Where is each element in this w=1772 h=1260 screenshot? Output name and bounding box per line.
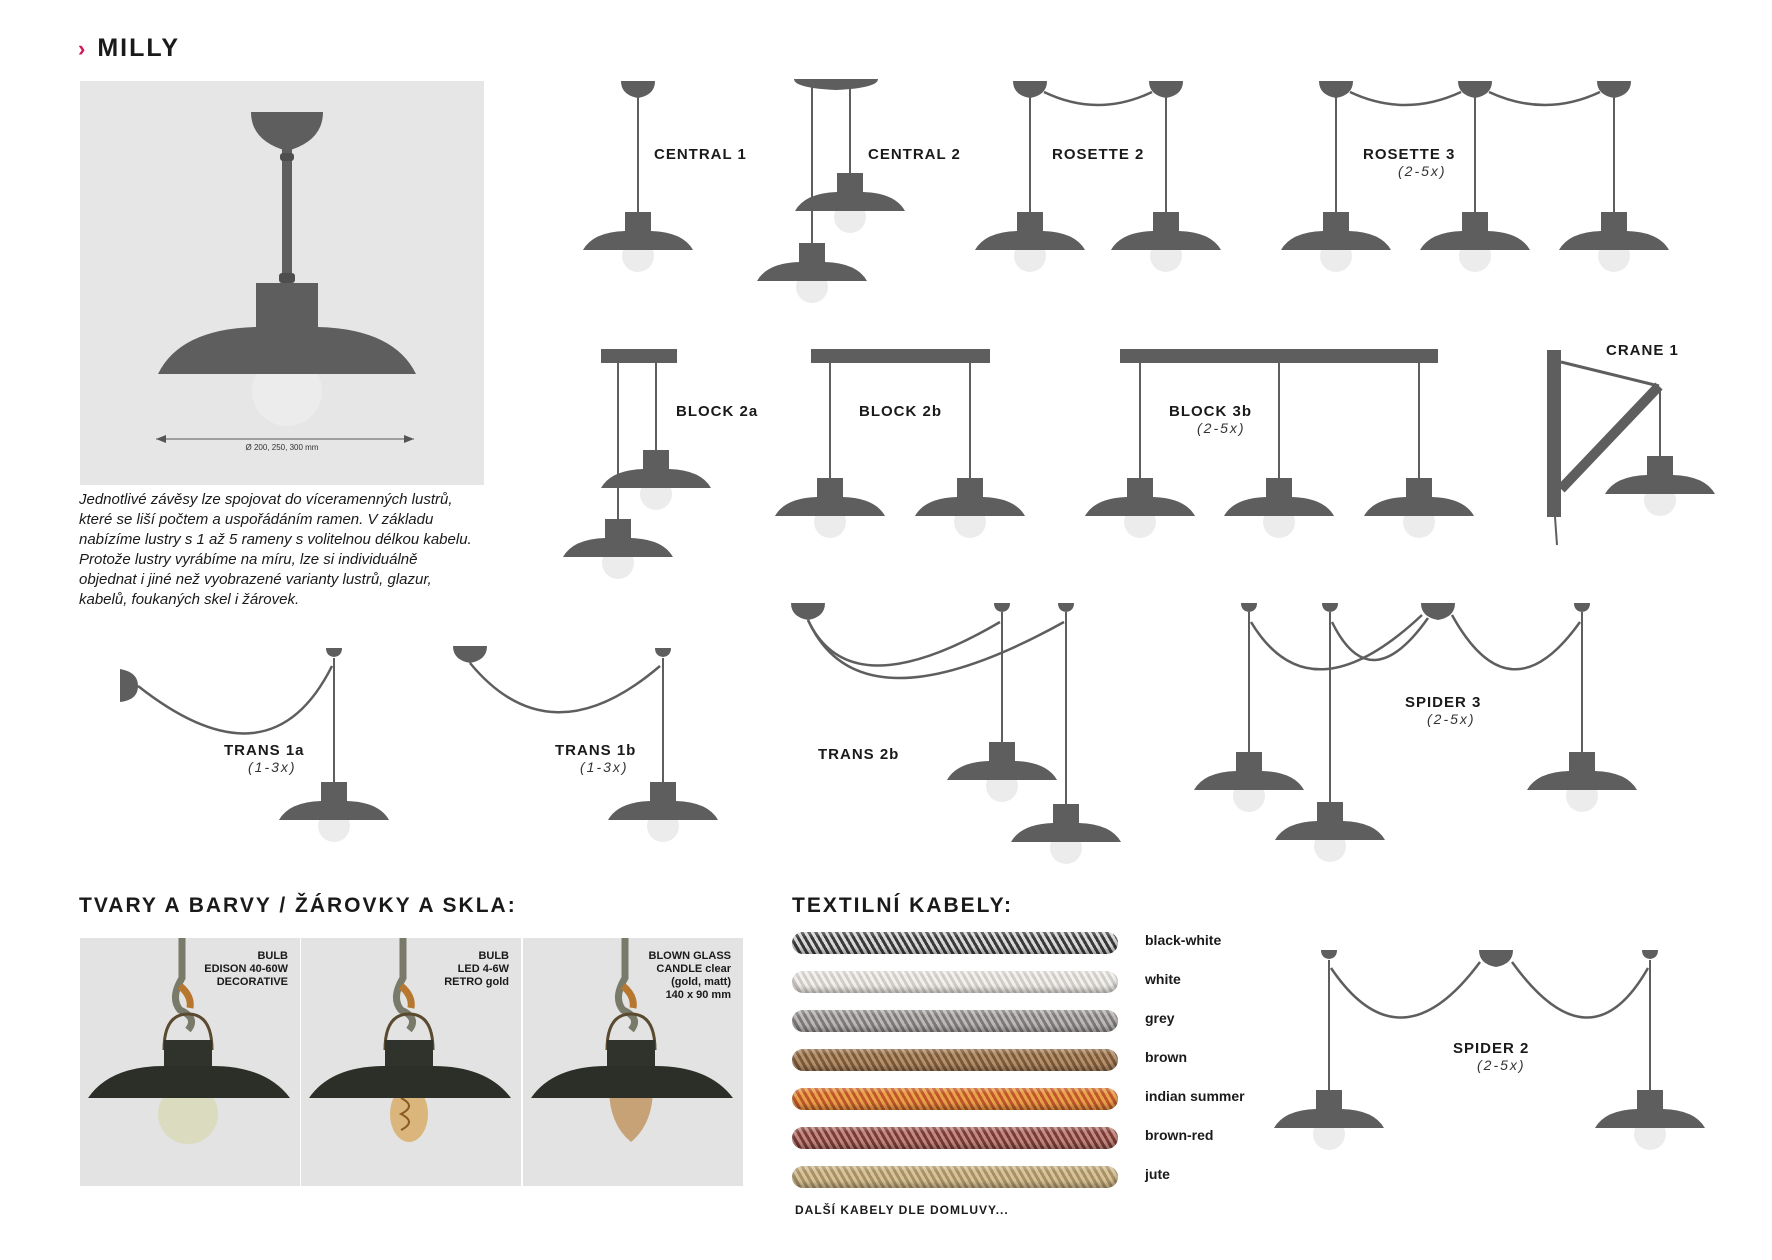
cable-label-indian-summer: indian summer (1145, 1088, 1245, 1104)
cable-cord (1350, 92, 1461, 105)
ceiling-canopy (794, 79, 878, 90)
crane-arm (1561, 362, 1659, 386)
lamp-shade (583, 231, 693, 250)
ceiling-canopy (453, 646, 487, 663)
cable-cord (808, 620, 1064, 678)
photo-caption: BLOWN GLASS CANDLE clear (gold, matt) 140 x 90 mm (648, 950, 731, 1001)
ceiling-hook (1574, 603, 1590, 612)
ceiling-block (811, 349, 990, 363)
variant-label-trans1a: TRANS 1a (224, 742, 305, 759)
bulb-photo-edison (80, 938, 300, 1186)
variant-range-rosette3: (2-5x) (1398, 163, 1447, 179)
lamp-neck (1017, 212, 1043, 234)
lamp-shade (757, 262, 867, 281)
cable-swatch-brown (792, 1049, 1118, 1071)
cable-cord (1251, 615, 1422, 669)
lamp-neck (650, 782, 676, 804)
lamp-shade (1420, 231, 1530, 250)
lamp-shade (1194, 771, 1304, 790)
ceiling-hook (994, 603, 1010, 612)
bulb-photo-blown-glass (523, 938, 743, 1186)
more-cables-note: DALŠÍ KABELY DLE DOMLUVY... (795, 1203, 1009, 1217)
lamp-shade (1111, 231, 1221, 250)
cable-cord (1512, 962, 1648, 1018)
lamp-shade (1527, 771, 1637, 790)
photo-caption: BULB LED 4-6W RETRO gold (444, 950, 509, 988)
lamp-neck (1637, 1090, 1663, 1112)
variant-label-rosette3: ROSETTE 3 (1363, 146, 1456, 163)
ceiling-hook (655, 648, 671, 657)
cable-swatch-grey (792, 1010, 1118, 1032)
lamp-shade (1085, 497, 1195, 516)
hero-dimension-caption: Ø 200, 250, 300 mm (245, 443, 319, 452)
lamp-neck (1236, 752, 1262, 774)
ceiling-hook (1241, 603, 1257, 612)
lamp-shade (1559, 231, 1669, 250)
lamp-neck (1266, 478, 1292, 500)
lamp-shade (1275, 821, 1385, 840)
lamp-shade (1011, 823, 1121, 842)
lamp-shade (1274, 1109, 1384, 1128)
cable-cord (470, 663, 660, 712)
lamp-neck (1462, 212, 1488, 234)
lamp-neck (837, 173, 863, 195)
lamp-neck (1647, 456, 1673, 478)
ceiling-canopy (621, 81, 655, 98)
photo-caption: BULB EDISON 40-60W DECORATIVE (204, 950, 288, 988)
lamp-neck (1127, 478, 1153, 500)
lamp-shade (1224, 497, 1334, 516)
variant-label-block2a: BLOCK 2a (676, 403, 759, 420)
lamp-neck (1406, 478, 1432, 500)
lamp-neck (1153, 212, 1179, 234)
lamp-shade (608, 801, 718, 820)
variant-label-trans2b: TRANS 2b (818, 746, 900, 763)
lamp-neck (643, 450, 669, 472)
cable-swatch-white (792, 971, 1118, 993)
ceiling-hook (326, 648, 342, 657)
lamp-neck (817, 478, 843, 500)
crane-strut (1561, 386, 1659, 489)
lamp-shade (1364, 497, 1474, 516)
intro-text: Jednotlivé závěsy lze spojovat do víceramenných lustrů, které se liší počtem a uspořádáním ramen. V základu nabízíme lustry s 1 až 5 rameny s volitelnou délkou kabelu. Protože lustry vyrábíme na míru, lze si individuálně objednat i jiné než vyobrazené varianty lustrů, glazur, kabelů, foukaných skel i žárovek. (79, 491, 472, 608)
lamp-shade (279, 801, 389, 820)
ceiling-canopy (1319, 81, 1353, 98)
lamp-neck (605, 519, 631, 541)
wall-bracket (1547, 350, 1561, 517)
variant-label-block3b: BLOCK 3b (1169, 403, 1252, 420)
ceiling-canopy (1458, 81, 1492, 98)
cable-swatch-jute (792, 1166, 1118, 1188)
lamp-neck (625, 212, 651, 234)
lamp-shade (1595, 1109, 1705, 1128)
lamp-neck (957, 478, 983, 500)
ceiling-hook (1321, 950, 1337, 959)
lamp-shade (947, 761, 1057, 780)
cables-section-title: TEXTILNÍ KABELY: (792, 894, 1014, 917)
variant-label-crane1: CRANE 1 (1606, 342, 1679, 359)
lamp-neck (1569, 752, 1595, 774)
lamp-neck (321, 782, 347, 804)
lamp-shade (975, 231, 1085, 250)
variant-label-spider3: SPIDER 3 (1405, 694, 1482, 711)
ceiling-block (1120, 349, 1438, 363)
chevron-right-icon: › (78, 36, 88, 61)
variant-range-spider2: (2-5x) (1477, 1057, 1526, 1073)
cable-cord (1044, 92, 1152, 105)
page-title: › MILLY (78, 34, 181, 62)
ceiling-hook (1058, 603, 1074, 612)
cable-label-black-white: black-white (1145, 932, 1222, 948)
cable-label-jute: jute (1145, 1166, 1170, 1182)
cable-swatch-brown-red (792, 1127, 1118, 1149)
variant-range-block3b: (2-5x) (1197, 420, 1246, 436)
wall-canopy (120, 669, 138, 702)
cable-label-brown-red: brown-red (1145, 1127, 1214, 1143)
variant-range-trans1b: (1-3x) (580, 759, 629, 775)
ceiling-canopy (1013, 81, 1047, 98)
cable-cord (1489, 92, 1600, 105)
cable-cord (1452, 615, 1580, 669)
lamp-neck (799, 243, 825, 265)
cable-swatch-indian-summer (792, 1088, 1118, 1110)
cable-cord (1555, 517, 1557, 545)
ceiling-canopy (1597, 81, 1631, 98)
lamp-shade (1605, 475, 1715, 494)
lamp-shade (563, 538, 673, 557)
cable-label-grey: grey (1145, 1010, 1175, 1026)
variant-label-central2: CENTRAL 2 (868, 146, 961, 163)
cable-label-brown: brown (1145, 1049, 1187, 1065)
lamp-shade (915, 497, 1025, 516)
ceiling-canopy (1479, 950, 1513, 967)
variant-label-trans1b: TRANS 1b (555, 742, 637, 759)
ceiling-hook (1642, 950, 1658, 959)
ceiling-canopy (791, 603, 825, 620)
ceiling-hook (1322, 603, 1338, 612)
variant-label-block2b: BLOCK 2b (859, 403, 942, 420)
cable-cord (138, 666, 332, 733)
variant-label-spider2: SPIDER 2 (1453, 1040, 1530, 1057)
lamp-neck (1053, 804, 1079, 826)
bulb-photo-led (301, 938, 521, 1186)
lamp-shade (1281, 231, 1391, 250)
cable-cord (1331, 962, 1480, 1018)
ceiling-canopy (1421, 603, 1455, 620)
variant-label-central1: CENTRAL 1 (654, 146, 747, 163)
variant-range-trans1a: (1-3x) (248, 759, 297, 775)
cable-label-white: white (1145, 971, 1181, 987)
ceiling-block (601, 349, 677, 363)
variant-label-rosette2: ROSETTE 2 (1052, 146, 1145, 163)
lamp-neck (1317, 802, 1343, 824)
lamp-shade (775, 497, 885, 516)
lamp-neck (1601, 212, 1627, 234)
ceiling-canopy (1149, 81, 1183, 98)
lamp-neck (989, 742, 1015, 764)
variant-range-spider3: (2-5x) (1427, 711, 1476, 727)
lamp-neck (1316, 1090, 1342, 1112)
lamp-neck (1323, 212, 1349, 234)
cable-swatch-black-white (792, 932, 1118, 954)
shapes-section-title: TVARY A BARVY / ŽÁROVKY A SKLA: (79, 894, 517, 917)
